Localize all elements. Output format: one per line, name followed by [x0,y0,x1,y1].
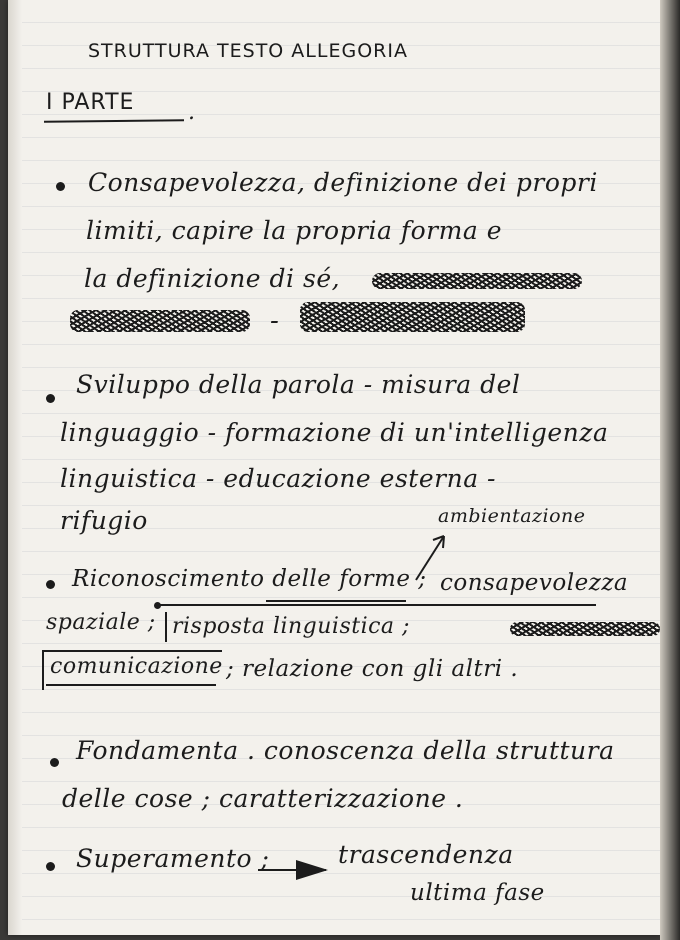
section-2-line-4: rifugio [60,506,148,535]
section-3-line-1: Riconoscimento delle forme ; [72,566,427,592]
part-heading: I PARTE [46,90,135,115]
section-4-line-2: delle cose ; caratterizzazione . [62,784,464,813]
page-edge-shadow [660,0,680,940]
crossed-out-scribble-2 [70,310,250,332]
section-2-line-3: linguistica - educazione esterna - [60,464,496,493]
section-3-line-4: comunicazione [50,654,223,679]
box-top-line [156,604,596,606]
box-comunicazione-left [42,650,44,690]
section-1-dash: - [270,306,280,336]
page-title: STRUTTURA TESTO ALLEGORIA [88,40,408,62]
section-3-word-consapevolezza: consapevolezza [440,570,629,596]
section-1-line-3: la definizione di sé, [84,264,341,293]
bullet-1 [56,182,65,191]
section-1-line-2: limiti, capire la propria forma e [86,216,502,245]
bullet-3b [154,602,161,609]
section-5-line-1: Superamento ; [76,844,270,873]
section-3-line-5: ; relazione con gli altri . [226,656,519,682]
page-binding-shadow [8,0,22,935]
section-2-line-1: Sviluppo della parola - misura del [76,370,521,399]
section-5-word-trascendenza: trascendenza [338,840,514,869]
underline-comunicazione [46,684,216,686]
section-5-word-ultima-fase: ultima fase [410,880,545,906]
crossed-out-scribble-3 [300,302,525,332]
annotation-ambientazione: ambientazione [438,505,586,527]
crossed-out-scribble-4 [510,622,660,636]
underline-delle-forme [266,600,406,602]
right-arrow-icon [256,852,336,882]
box-comunicazione-top [42,650,222,652]
section-3-line-3: risposta linguistica ; [172,614,410,639]
bullet-5 [46,862,55,871]
section-3-line-2: spaziale ; [46,610,156,635]
section-2-line-2: linguaggio - formazione di un'intelligenza [60,418,609,447]
bullet-2 [46,394,55,403]
bullet-3 [46,580,55,589]
box-left-line [165,612,167,642]
bullet-4 [50,758,59,767]
section-1-line-1: Consapevolezza, definizione dei propri [88,168,598,197]
section-4-line-1: Fondamenta . conoscenza della struttura [76,736,615,765]
part-heading-dot: . [188,100,196,125]
crossed-out-scribble-1 [372,273,582,289]
